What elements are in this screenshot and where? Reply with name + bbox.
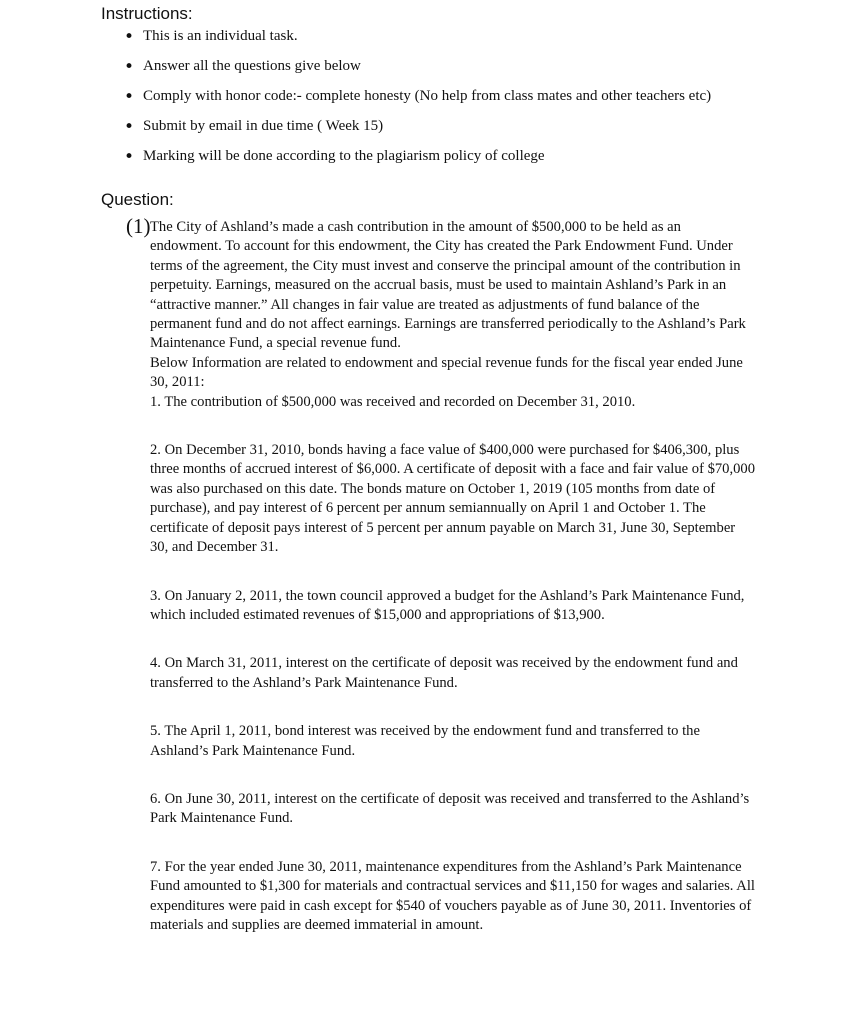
instruction-text: Answer all the questions give below <box>143 58 361 74</box>
bullet-icon: • <box>124 57 135 77</box>
instruction-item <box>124 27 764 47</box>
instruction-item <box>124 147 764 167</box>
question-item: 7. For the year ended June 30, 2011, maintenance expenditures from the Ashland’s Park Maintenance Fund amounted to $1,300 for materials and contractual services and $11,150 for wages and salaries. All expenditures were paid in cash except for $540 of vouchers payable as of June 30, 2011. Inventories of materials and supplies are deemed immaterial in amount. <box>150 858 755 933</box>
question-item: 4. On March 31, 2011, interest on the certificate of deposit was received by the endowment fund and transferred to the Ashland’s Park Maintenance Fund. <box>150 655 738 691</box>
question-item: 1. The contribution of $500,000 was received and recorded on December 31, 2010. <box>150 393 636 410</box>
question-number: (1) <box>126 214 151 238</box>
question-body <box>150 214 756 935</box>
question-lead: Below Information are related to endowment and special revenue funds for the fiscal year ended June 30, 2011: <box>150 354 743 391</box>
instructions-heading: Instructions: <box>101 4 193 23</box>
instruction-text: This is an individual task. <box>143 28 298 44</box>
instruction-text: Marking will be done according to the plagiarism policy of college <box>143 148 545 164</box>
instructions-list <box>124 27 764 177</box>
question-intro: The City of Ashland’s made a cash contribution in the amount of $500,000 to be held as an endowment. To account for this endowment, the City has created the Park Endowment Fund. Under terms of the agreement, the City must invest and conserve the principal amount of the contribution in perpetuity. Earnings, measured on the accrual basis, must be used to maintain Ashland’s Park in an “attractive manner.” All changes in fair value are treated as adjustments of fund balance of the permanent fund and do not affect earnings. Earnings are transferred periodically to the Ashland’s Park Maintenance Fund, a special revenue fund. <box>150 219 746 352</box>
instruction-item <box>124 117 764 137</box>
bullet-icon: • <box>124 117 135 137</box>
bullet-icon: • <box>124 87 135 107</box>
question-item: 6. On June 30, 2011, interest on the certificate of deposit was received and transferred to the Ashland’s Park Maintenance Fund. <box>150 790 750 827</box>
question-heading: Question: <box>101 190 174 209</box>
question-item: 2. On December 31, 2010, bonds having a face value of $400,000 were purchased for $406,300, plus three months of accrued interest of $6,000. A certificate of deposit with a face and fair value of $70,000 was also purchased on this date. The bonds mature on October 1, 2019 (105 months from date of purchase), and pay interest of 6 percent per annum semiannually on April 1 and October 1. The certificate of deposit pays interest of 5 percent per annum payable on March 31, June 30, September 30, and December 31. <box>150 442 756 556</box>
instruction-item <box>124 57 764 77</box>
bullet-icon: • <box>124 147 135 167</box>
instruction-text: Submit by email in due time ( Week 15) <box>143 118 384 134</box>
question-item: 3. On January 2, 2011, the town council approved a budget for the Ashland’s Park Maintenance Fund, which included estimated revenues of $15,000 and appropriations of $13,900. <box>150 587 745 623</box>
instruction-item <box>124 87 764 107</box>
question-item: 5. The April 1, 2011, bond interest was received by the endowment fund and transferred to the Ashland’s Park Maintenance Fund. <box>150 723 700 759</box>
bullet-icon: • <box>124 27 135 47</box>
instruction-text: Comply with honor code:- complete honesty (No help from class mates and other teachers etc) <box>143 88 712 104</box>
question-block <box>126 214 756 935</box>
